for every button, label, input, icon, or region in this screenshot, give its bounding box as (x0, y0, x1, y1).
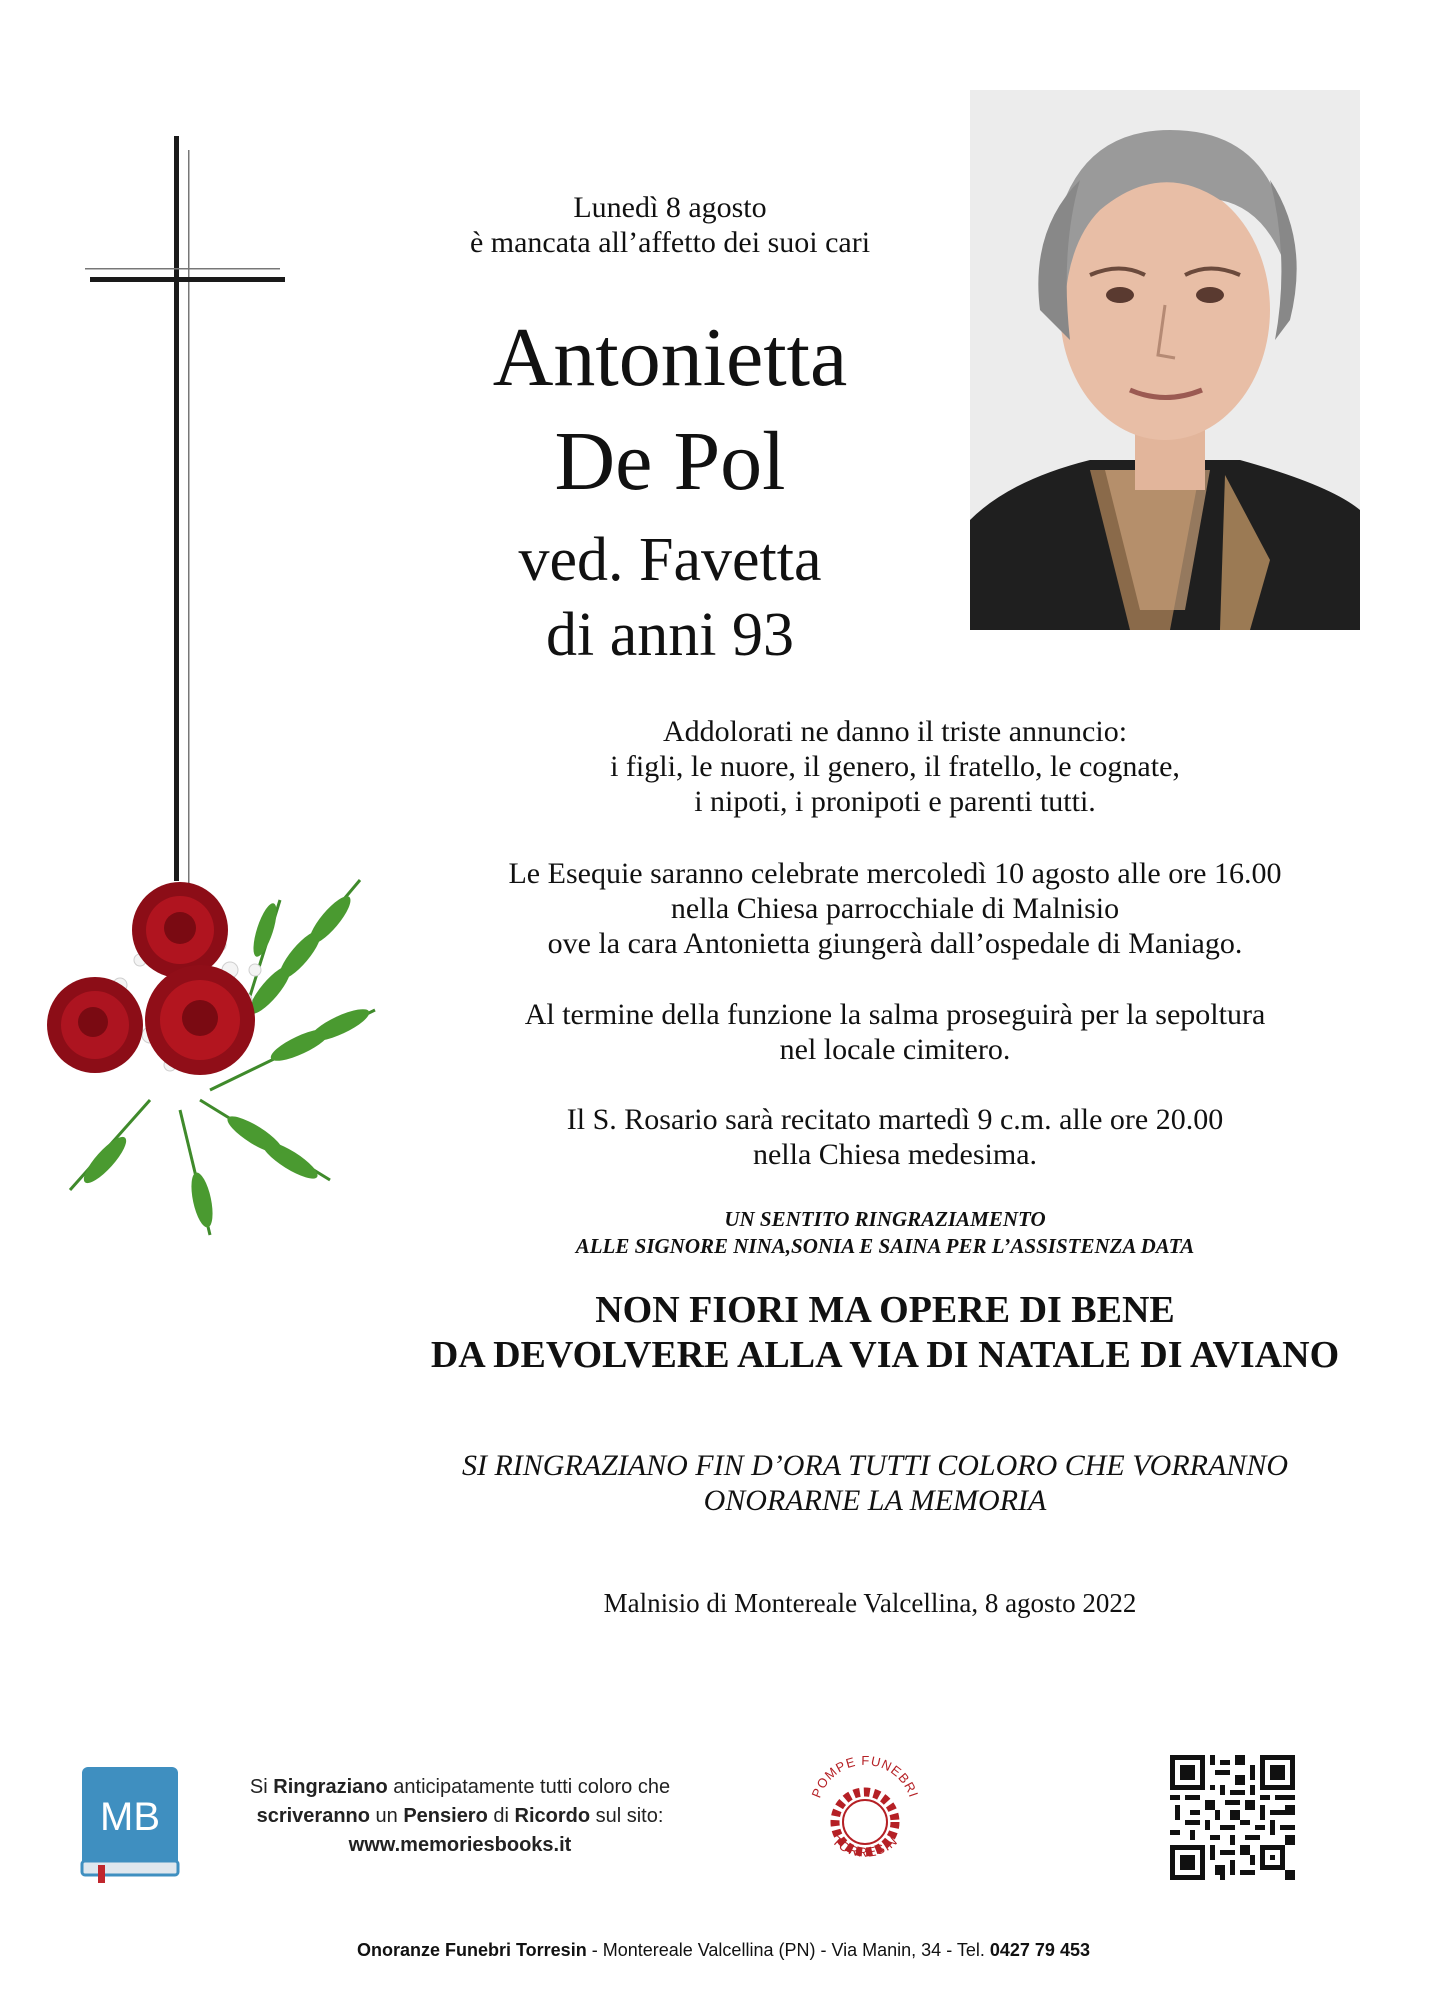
burial-line: nel locale cimitero. (779, 1033, 1011, 1066)
special-thanks-line: ALLE SIGNORE NINA,SONIA E SAINA PER L’ASSISTENZA DATA (575, 1234, 1195, 1258)
funeral-home-address (200, 1938, 1247, 1962)
special-thanks (380, 1206, 1390, 1260)
rosary-line: Il S. Rosario sarà recitato martedì 9 c.m. alle ore 20.00 (566, 1103, 1224, 1136)
intro-date: Lunedì 8 agosto (573, 191, 767, 224)
roses-bouquet-image (30, 860, 380, 1240)
memoriesbooks-logo[interactable] (80, 1765, 180, 1883)
funeral-home-name: Onoranze Funebri Torresin (357, 1940, 587, 1960)
no-flowers-line: NON FIORI MA OPERE DI BENE (595, 1289, 1175, 1331)
deceased-age: di anni 93 (546, 601, 794, 669)
gratitude-line: ONORARNE LA MEMORIA (703, 1484, 1047, 1517)
deceased-last-name: De Pol (554, 415, 786, 508)
no-flowers-line: DA DEVOLVERE ALLA VIA DI NATALE DI AVIANO (430, 1334, 1340, 1376)
portrait-photo (970, 90, 1360, 630)
memoriesbooks-logo-text: MB (100, 1795, 160, 1839)
announcement-line: i figli, le nuore, il genero, il fratello, le cognate, (610, 750, 1180, 783)
phone-number[interactable]: 0427 79 453 (989, 1940, 1090, 1960)
funeral-line: Le Esequie saranno celebrate mercoledì 10 agosto alle ore 16.00 (508, 857, 1282, 890)
gratitude-note (360, 1448, 1390, 1518)
funeral-paragraph (400, 856, 1390, 961)
no-flowers-notice (340, 1288, 1430, 1378)
rosary-line: nella Chiesa medesima. (752, 1138, 1038, 1171)
burial-line: Al termine della funzione la salma proseguirà per la sepoltura (524, 998, 1266, 1031)
pompe-funebri-seal (800, 1740, 930, 1875)
announcement-paragraph (400, 714, 1390, 819)
intro-phrase: è mancata all’affetto dei suoi cari (469, 226, 871, 259)
svg-text:TORRESIN (829, 1833, 900, 1860)
memoriesbooks-note (210, 1773, 710, 1860)
rosary-paragraph (400, 1102, 1390, 1172)
memoriesbooks-link[interactable]: www.memoriesbooks.it (348, 1834, 572, 1856)
seal-top-text: POMPE FUNEBRI (808, 1752, 922, 1800)
burial-paragraph (400, 997, 1390, 1067)
note-line-2: scriveranno un Pensiero di Ricordo sul sito: (256, 1805, 664, 1827)
funeral-line: ove la cara Antonietta giungerà dall’ospedale di Maniago. (547, 927, 1243, 960)
seal-bottom-text: TORRESIN (829, 1833, 901, 1860)
intro-text (400, 190, 940, 260)
announcement-line: i nipoti, i pronipoti e parenti tutti. (694, 785, 1096, 818)
announcement-line: Addolorati ne danno il triste annuncio: (662, 715, 1128, 748)
cross-icon (85, 130, 295, 890)
widow-of: ved. Favetta (518, 526, 822, 594)
special-thanks-line: UN SENTITO RINGRAZIAMENTO (724, 1207, 1046, 1231)
qr-code[interactable] (1170, 1755, 1295, 1880)
place-date: Malnisio di Montereale Valcellina, 8 agosto 2022 (603, 1588, 1137, 1618)
deceased-first-name: Antonietta (492, 311, 848, 404)
gratitude-line: SI RINGRAZIANO FIN D’ORA TUTTI COLORO CHE VORRANNO (461, 1449, 1289, 1482)
address-text: - Montereale Valcellina (PN) - Via Manin, 34 - Tel. (586, 1940, 990, 1960)
note-line-1: Si Ringraziano anticipatamente tutti coloro che (249, 1776, 671, 1798)
funeral-line: nella Chiesa parrocchiale di Malnisio (670, 892, 1120, 925)
